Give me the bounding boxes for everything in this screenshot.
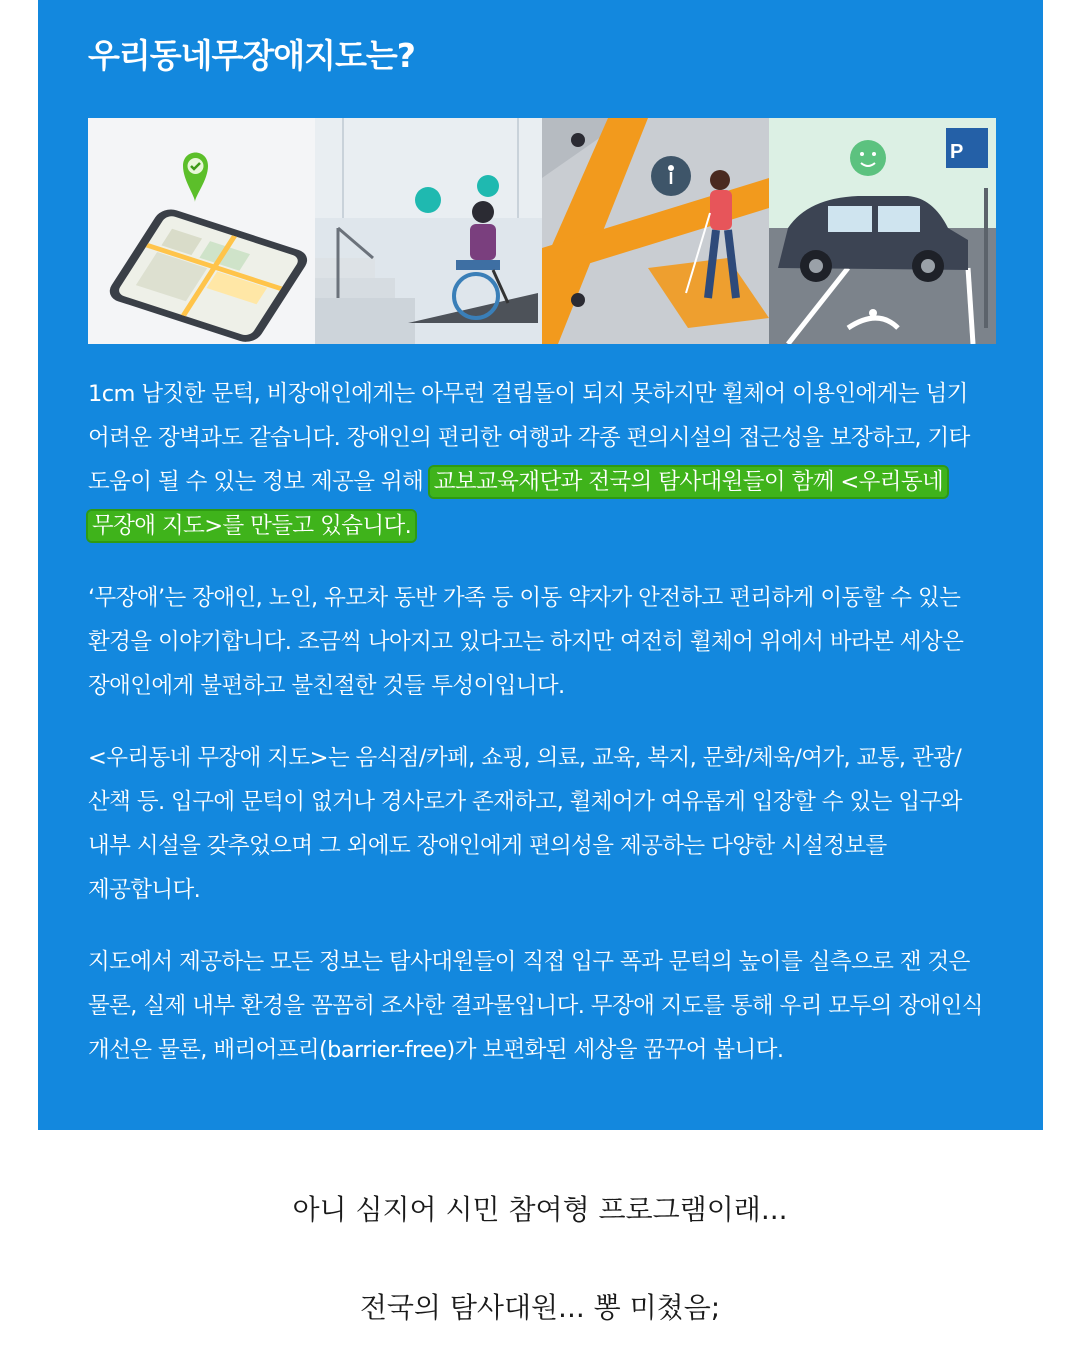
card-title: 우리동네무장애지도는? bbox=[88, 36, 415, 75]
caption-line-2: 전국의 탐사대원... 뽕 미쳤음; bbox=[359, 1291, 721, 1324]
illustration-banner bbox=[88, 118, 996, 344]
highlighted-text: 교보교육재단과 전국의 탐사대원들이 함께 <우리동네 무장애 지도>를 만들고 있습니다. bbox=[88, 467, 947, 541]
survey-method-paragraph: 지도에서 제공하는 모든 정보는 탐사대원들이 직접 입구 폭과 문턱의 높이를 실측으로 잰 것은 물론, 실제 내부 환경을 꼼꼼히 조사한 결과물입니다. 무장애 지도를 통해 우리 모두의 장애인식 개선은 물론, 배리어프리(barrier-free)가 보편화된 세상을 꿈꾸어 봅니다. bbox=[88, 949, 983, 1063]
wheelchair-illustration bbox=[315, 118, 542, 344]
parking-sign-label: P bbox=[950, 141, 964, 163]
accessible-parking-illustration bbox=[769, 118, 996, 344]
map-coverage-paragraph: <우리동네 무장애 지도>는 음식점/카페, 쇼핑, 의료, 교육, 복지, 문화/체육/여가, 교통, 관광/산책 등. 입구에 문턱이 없거나 경사로가 존재하고, 휠체어가 여유롭게 입장할 수 있는 입구와 내부 시설을 갖추었으며 그 외에도 장애인에게 편의성을 제공하는 다양한 시설정보를 제공합니다. bbox=[88, 745, 962, 903]
tactile-paving-illustration bbox=[542, 118, 769, 344]
intro-text: 1cm 남짓한 문턱, 비장애인에게는 아무런 걸림돌이 되지 못하지만 휠체어 이용인에게는 넘기 어려운 장벽과도 같습니다. 장애인의 편리한 여행과 각종 편의시설의 접근성을 보장하고, 기타 도움이 될 수 있는 정보 제공을 위해 bbox=[88, 381, 970, 495]
intro-paragraph bbox=[88, 372, 998, 548]
phone-map-illustration bbox=[88, 118, 315, 344]
barrier-free-definition-paragraph: ‘무장애’는 장애인, 노인, 유모차 동반 가족 등 이동 약자가 안전하고 편리하게 이동할 수 있는 환경을 이야기합니다. 조금씩 나아지고 있다고는 하지만 여전히 휠체어 위에서 바라본 세상은 장애인에게 불편하고 불친절한 것들 투성이입니다. bbox=[88, 585, 964, 699]
info-card bbox=[38, 0, 1043, 1130]
caption-line-1: 아니 심지어 시민 참여형 프로그램이래... bbox=[292, 1193, 788, 1226]
